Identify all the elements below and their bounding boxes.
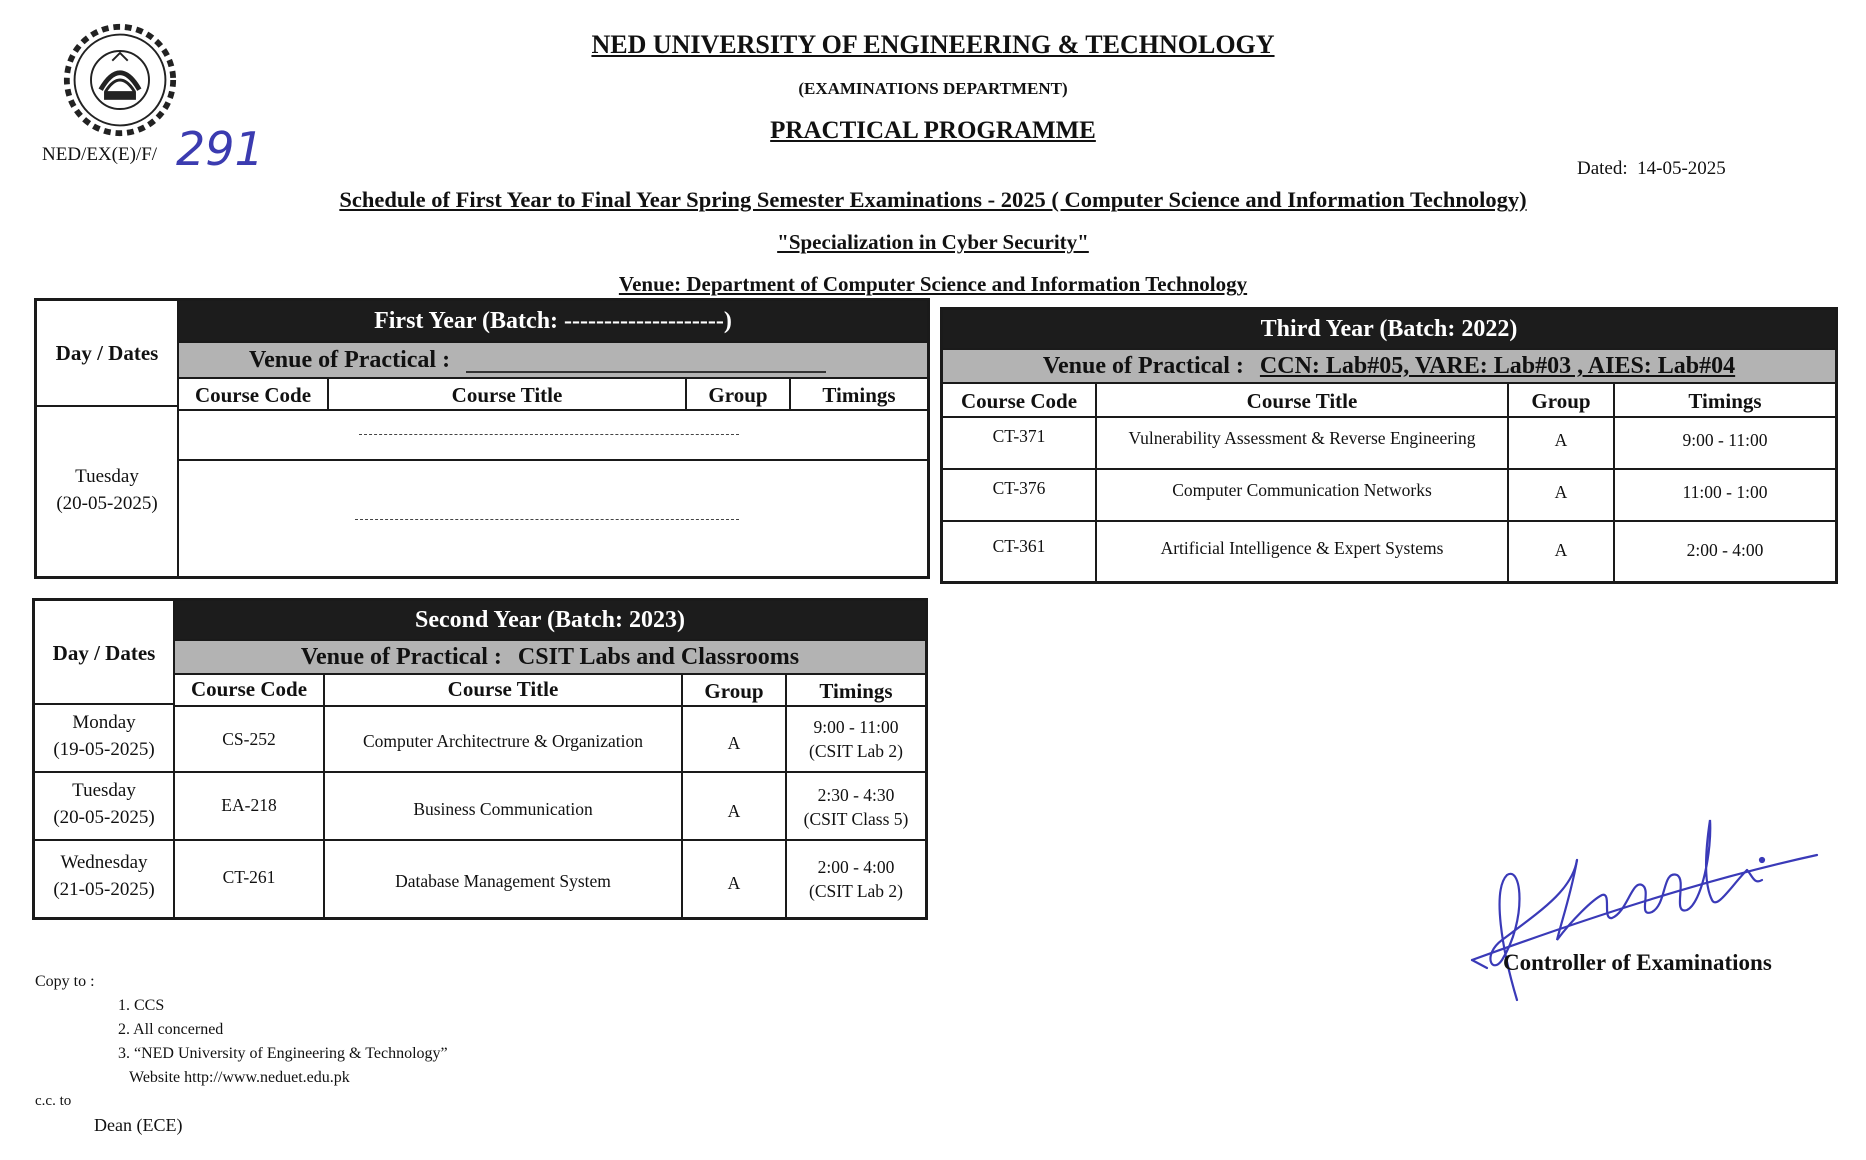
blank-line — [355, 519, 739, 520]
dean-line: Dean (ECE) — [94, 1115, 183, 1135]
timings-cell — [787, 783, 925, 831]
course-title-header: Course Title — [1246, 389, 1358, 413]
day-date: (21-05-2025) — [53, 879, 155, 900]
day-cell — [37, 463, 177, 517]
venue-value: CSIT Labs and Classrooms — [517, 644, 800, 670]
specialization-title: "Specialization in Cyber Security" — [777, 230, 1089, 254]
venue-label: Venue of Practical : — [1042, 353, 1244, 379]
course-title-header: Course Title — [451, 383, 563, 407]
day-date: (20-05-2025) — [53, 807, 155, 828]
group-header: Group — [708, 383, 768, 407]
course-code-header: Course Code — [960, 389, 1078, 413]
group-cell: A — [1554, 540, 1568, 560]
timing-time: 2:30 - 4:30 — [817, 785, 895, 805]
timings-header: Timings — [1688, 389, 1762, 413]
copy-to-label: Copy to : — [35, 973, 95, 990]
copy-item: 1. CCS — [118, 997, 165, 1014]
copy-item: 3. “NED University of Engineering & Technology” — [118, 1045, 448, 1062]
course-code-cell: CT-361 — [992, 536, 1046, 556]
group-cell: A — [1554, 482, 1568, 502]
timing-time: 2:00 - 4:00 — [817, 857, 895, 877]
timings-cell — [787, 855, 925, 903]
course-title-cell: Computer Architectrure & Organization — [362, 731, 644, 751]
date-line: Dated: 14-05-2025 — [1577, 158, 1726, 179]
day-dates-header: Day / Dates — [55, 341, 159, 365]
third-year-venue — [943, 348, 1835, 384]
timings-cell: 11:00 - 1:00 — [1682, 482, 1768, 502]
course-code-cell: CT-371 — [992, 426, 1046, 446]
timing-place: (CSIT Lab 2) — [809, 741, 903, 761]
timings-cell — [787, 715, 925, 763]
course-title-cell: Computer Communication Networks — [1172, 480, 1432, 500]
reference-prefix: NED/EX(E)/F/ — [42, 144, 158, 165]
third-year-title: Third Year (Batch: 2022) — [943, 310, 1835, 348]
group-cell: A — [727, 801, 741, 821]
first-year-table — [34, 298, 930, 579]
second-year-venue — [175, 639, 925, 675]
third-year-table — [940, 307, 1838, 584]
day-name: Wednesday — [60, 852, 148, 873]
group-cell: A — [1554, 430, 1568, 450]
signature — [1462, 800, 1822, 1020]
course-code-cell: CS-252 — [222, 729, 276, 749]
cc-to-label: c.c. to — [35, 1093, 72, 1109]
controller-signatory: Controller of Examinations — [1503, 950, 1772, 975]
second-year-title: Second Year (Batch: 2023) — [175, 601, 925, 639]
group-cell: A — [727, 873, 741, 893]
course-title-cell: Business Communication — [413, 799, 593, 819]
course-code-cell: CT-376 — [992, 478, 1046, 498]
course-title-cell: Vulnerability Assessment & Reverse Engineering — [1128, 428, 1476, 448]
first-year-title: First Year (Batch: --------------------) — [179, 301, 927, 341]
venue-label: Venue of Practical : — [249, 347, 451, 373]
day-cell — [35, 709, 173, 763]
group-cell: A — [727, 733, 741, 753]
course-title-header: Course Title — [447, 677, 559, 701]
day-date: (19-05-2025) — [53, 739, 155, 760]
day-name: Tuesday — [75, 466, 139, 487]
venue-title: Venue: Department of Computer Science and Information Technology — [618, 272, 1248, 296]
timings-header: Timings — [822, 383, 896, 407]
schedule-title: Schedule of First Year to Final Year Spring Semester Examinations - 2025 ( Computer Science and Information Technology) — [339, 187, 1527, 212]
group-header: Group — [1531, 389, 1591, 413]
day-dates-header: Day / Dates — [52, 641, 156, 665]
timings-cell: 9:00 - 11:00 — [1682, 430, 1768, 450]
day-cell — [35, 849, 173, 903]
department-title: (EXAMINATIONS DEPARTMENT) — [798, 79, 1068, 98]
timing-place: (CSIT Lab 2) — [809, 881, 903, 901]
copy-item: 2. All concerned — [118, 1021, 224, 1038]
course-code-header: Course Code — [190, 677, 308, 701]
programme-title: PRACTICAL PROGRAMME — [770, 117, 1096, 144]
reference-number: 291 — [176, 122, 264, 176]
course-code-cell: EA-218 — [221, 795, 277, 815]
course-code-header: Course Code — [194, 383, 312, 407]
website-line: Website http://www.neduet.edu.pk — [129, 1069, 350, 1086]
venue-label: Venue of Practical : — [300, 644, 502, 670]
venue-value: CCN: Lab#05, VARE: Lab#03 , AIES: Lab#04 — [1259, 353, 1736, 379]
blank-line — [359, 434, 739, 435]
first-year-venue — [179, 341, 927, 379]
timing-place: (CSIT Class 5) — [803, 809, 909, 829]
day-name: Tuesday — [72, 780, 136, 801]
day-cell — [35, 777, 173, 831]
timings-cell: 2:00 - 4:00 — [1686, 540, 1764, 560]
second-year-table — [32, 598, 928, 920]
course-title-cell: Artificial Intelligence & Expert Systems — [1160, 538, 1444, 558]
timing-time: 9:00 - 11:00 — [813, 717, 899, 737]
group-header: Group — [704, 679, 764, 703]
day-date: (20-05-2025) — [56, 493, 158, 514]
timings-header: Timings — [819, 679, 893, 703]
university-title: NED UNIVERSITY OF ENGINEERING & TECHNOLOGY — [591, 30, 1275, 59]
course-code-cell: CT-261 — [222, 867, 276, 887]
day-name: Monday — [72, 712, 136, 733]
course-title-cell: Database Management System — [395, 871, 611, 891]
